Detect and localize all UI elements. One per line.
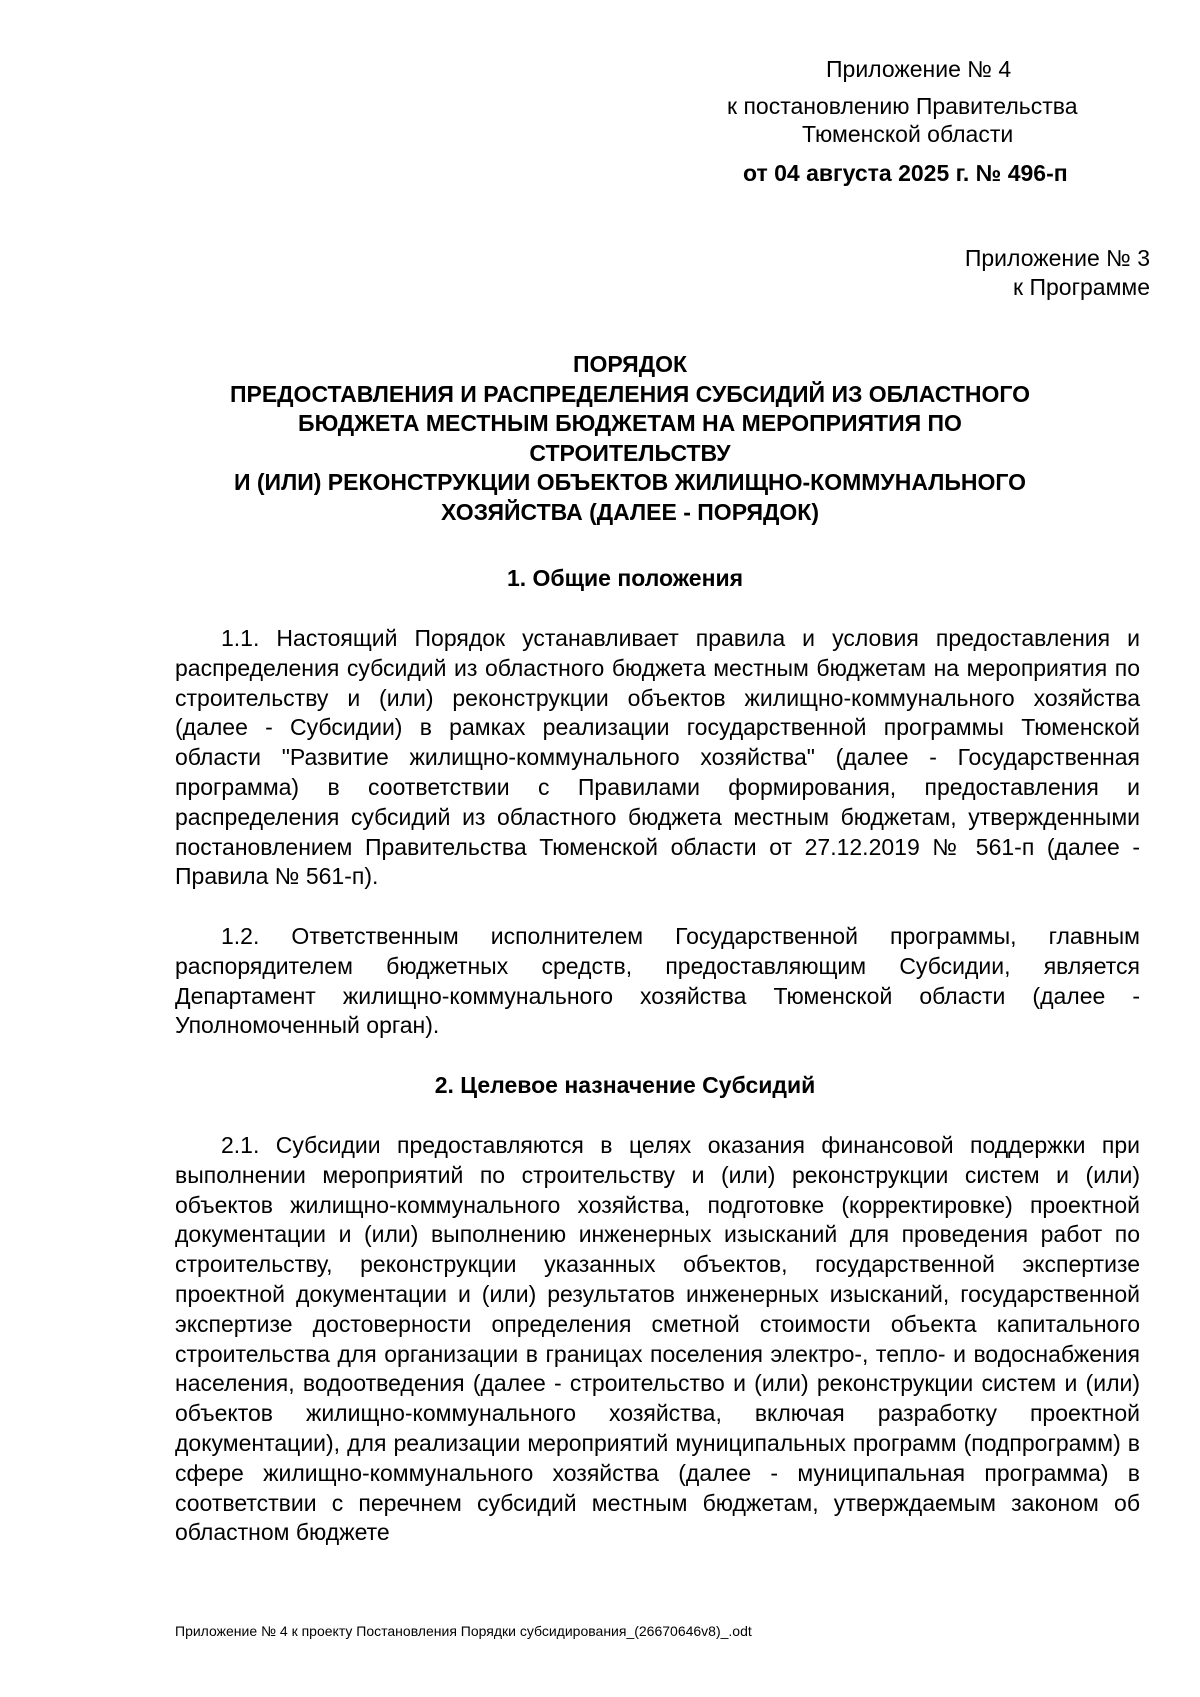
title-line: ПРЕДОСТАВЛЕНИЯ И РАСПРЕДЕЛЕНИЯ СУБСИДИЙ ИЗ ОБЛАСТНОГО: [229, 380, 1031, 407]
attachment-region: Тюменской области: [802, 121, 1014, 147]
attachment-number: Приложение № 4: [826, 56, 1012, 82]
sub-attachment-number: Приложение № 3: [964, 245, 1150, 271]
attachment-date: от 04 августа 2025 г. № 496-п: [743, 160, 1068, 186]
title-line: ХОЗЯЙСТВА (ДАЛЕЕ - ПОРЯДОК): [441, 498, 819, 525]
title-line: СТРОИТЕЛЬСТВУ: [529, 439, 731, 466]
paragraph-1-1: 1.1. Настоящий Порядок устанавливает правила и условия предоставления и распределения субсидий из областного бюджета местным бюджетам на мероприятия по строительству и (или) реконструкции объектов жилищно-коммунального хозяйства (далее - Субсидии) в рамках реализации государственной программы Тюменской области "Развитие жилищно-коммунального хозяйства" (далее - Государственная программа) в соответствии с Правилами формирования, предоставления и распределения субсидий из областного бюджета местным бюджетам, утвержденными постановлением Правительства Тюменской области от 27.12.2019 № 561-п (далее - Правила № 561-п).: [175, 625, 1140, 890]
paragraph-1-2: 1.2. Ответственным исполнителем Государственной программы, главным распорядителем бюджетных средств, предоставляющим Субсидии, является Департамент жилищно-коммунального хозяйства Тюменской области (далее - Уполномоченный орган).: [175, 923, 1140, 1039]
page-footer: Приложение № 4 к проекту Постановления Порядки субсидирования_(26670646v8)_.odt: [175, 1623, 752, 1639]
document-title: [180, 350, 1080, 527]
attachment-decree: к постановлению Правительства: [727, 93, 1078, 119]
title-line: БЮДЖЕТА МЕСТНЫМ БЮДЖЕТАМ НА МЕРОПРИЯТИЯ ПО: [298, 410, 962, 436]
sub-attachment-program: к Программе: [1013, 274, 1150, 300]
title-line: ПОРЯДОК: [572, 351, 688, 377]
section-heading-purpose: 2. Целевое назначение Субсидий: [434, 1072, 816, 1098]
section-heading-general: 1. Общие положения: [506, 565, 744, 591]
title-line: И (ИЛИ) РЕКОНСТРУКЦИИ ОБЪЕКТОВ ЖИЛИЩНО-КОММУНАЛЬНОГО: [233, 469, 1027, 495]
paragraph-2-1: 2.1. Субсидии предоставляются в целях оказания финансовой поддержки при выполнении мероприятий по строительству и (или) реконструкции систем и (или) объектов жилищно-коммунального хозяйства, подготовке (корректировке) проектной документации и (или) выполнению инженерных изысканий для проведения работ по строительству, реконструкции указанных объектов, государственной экспертизе проектной документации и (или) результатов инженерных изысканий, государственной экспертизе достоверности определения сметной стоимости объекта капитального строительства для организации в границах поселения электро-, тепло- и водоснабжения населения, водоотведения (далее - строительство и (или) реконструкции систем и (или) объектов жилищно-коммунального хозяйства, включая разработку проектной документации), для реализации мероприятий муниципальных программ (подпрограмм) в сфере жилищно-коммунального хозяйства (далее - муниципальная программа) в соответствии с перечнем субсидий местным бюджетам, утверждаемым законом об областном бюджете: [175, 1132, 1140, 1546]
